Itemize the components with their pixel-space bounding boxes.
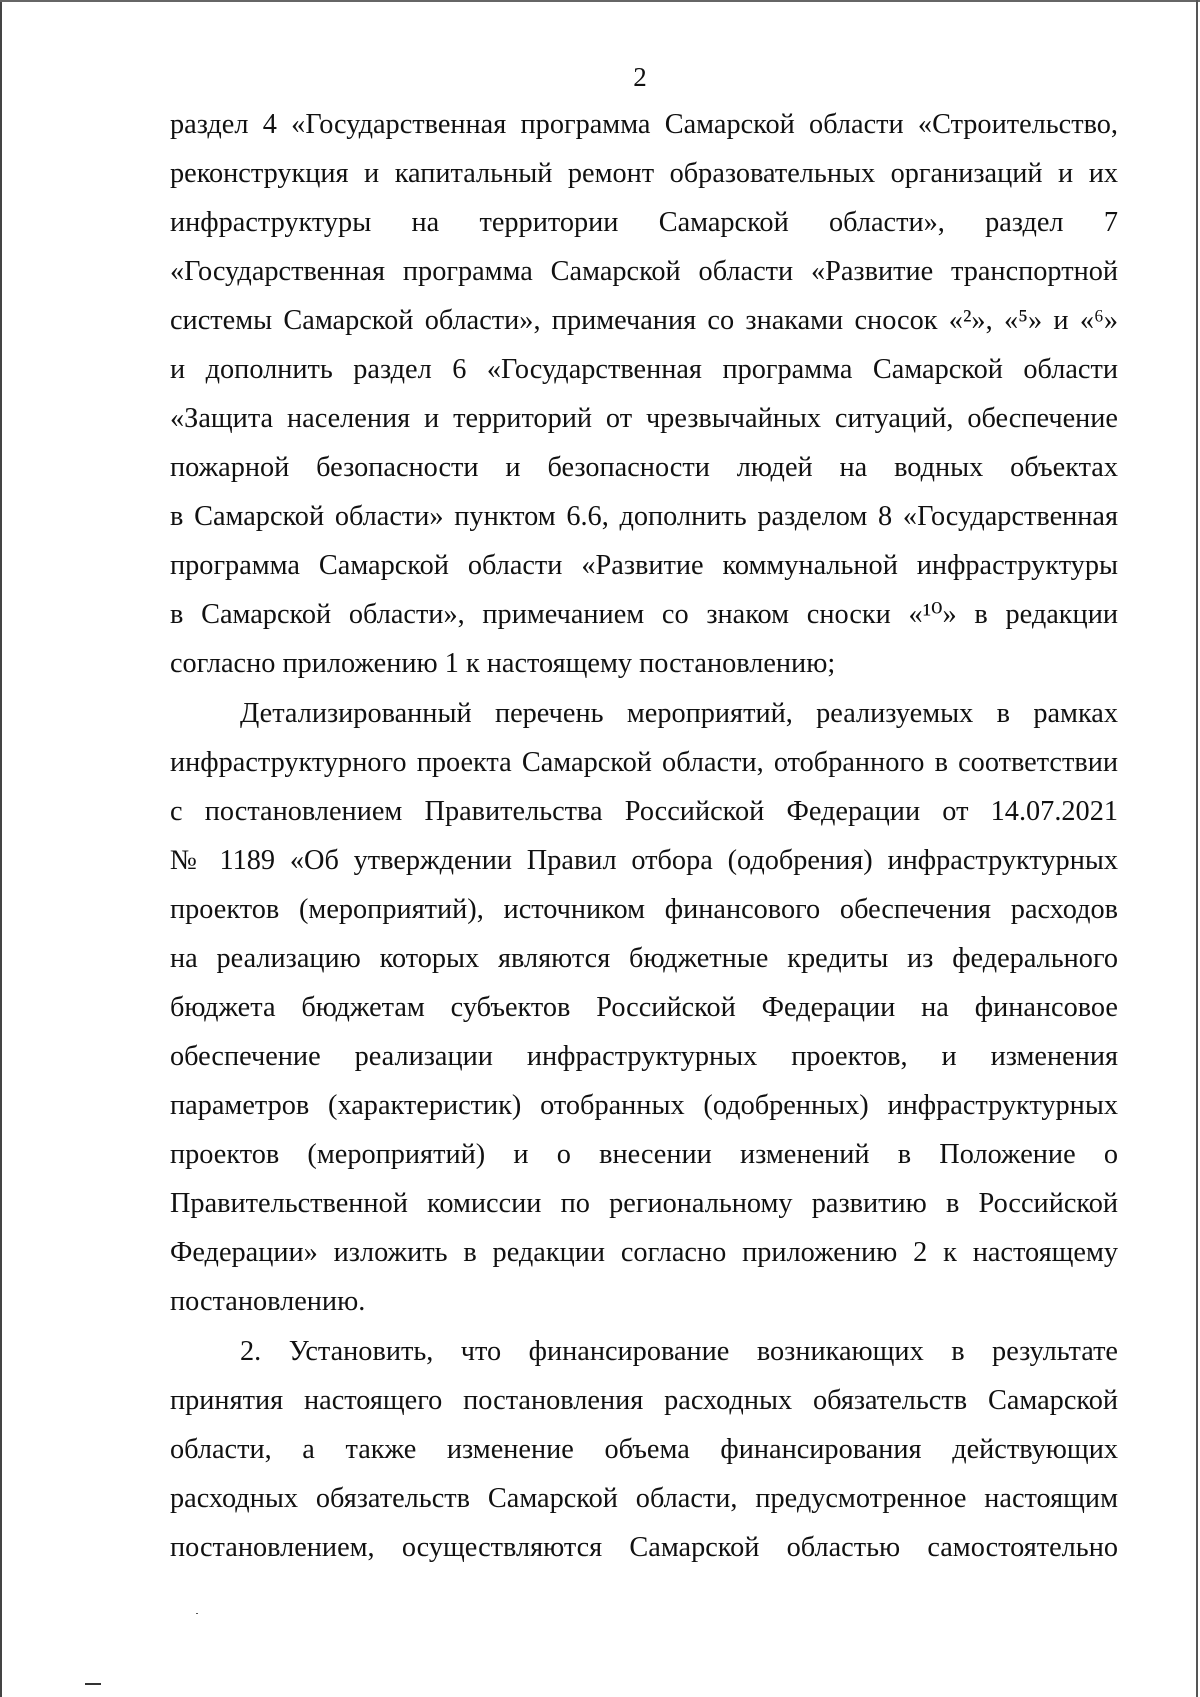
paragraph-3-line: постановлением, осуществляются Самарской областью самостоятельно: [170, 1532, 1118, 1563]
paragraph-1-line: «Государственная программа Самарской области «Развитие транспортной: [170, 256, 1118, 287]
paragraph-1-line: программа Самарской области «Развитие коммунальной инфраструктуры: [170, 550, 1118, 581]
paragraph-2-line: на реализацию которых являются бюджетные кредиты из федерального: [170, 943, 1118, 974]
page-number: 2: [633, 62, 647, 92]
paragraph-2-line: обеспечение реализации инфраструктурных проектов, и изменения: [170, 1041, 1118, 1072]
paragraph-1-line: согласно приложению 1 к настоящему постановлению;: [170, 648, 836, 679]
paragraph-1-line: в Самарской области», примечанием со знаком сноски «¹⁰» в редакции: [170, 599, 1118, 630]
paragraph-2-line: № 1189 «Об утверждении Правил отбора (одобрения) инфраструктурных: [170, 845, 1118, 876]
paragraph-2-line: проектов (мероприятий) и о внесении изменений в Положение о: [170, 1139, 1118, 1170]
paragraph-2-line: бюджета бюджетам субъектов Российской Федерации на финансовое: [170, 992, 1118, 1023]
paragraph-1-line: пожарной безопасности и безопасности людей на водных объектах: [170, 452, 1118, 483]
page-border-left: [0, 0, 2, 1697]
paragraph-1-line: системы Самарской области», примечания со знаками сносок «²», «⁵» и «⁶»: [170, 305, 1118, 336]
paragraph-1-line: инфраструктуры на территории Самарской области», раздел 7: [170, 207, 1118, 238]
paragraph-2-line: с постановлением Правительства Российской Федерации от 14.07.2021: [170, 796, 1118, 827]
paragraph-1-line: в Самарской области» пунктом 6.6, дополнить разделом 8 «Государственная: [170, 501, 1118, 532]
paragraph-3-line: 2. Установить, что финансирование возникающих в результате: [240, 1336, 1118, 1367]
paragraph-2-line: инфраструктурного проекта Самарской области, отобранного в соответствии: [170, 747, 1118, 778]
paragraph-3-line: принятия настоящего постановления расходных обязательств Самарской: [170, 1385, 1118, 1416]
paragraph-2-line: постановлению.: [170, 1286, 366, 1317]
paragraph-2-line: Правительственной комиссии по региональному развитию в Российской: [170, 1188, 1118, 1219]
scan-mark: [85, 1683, 101, 1685]
paragraph-2-line: проектов (мероприятий), источником финансового обеспечения расходов: [170, 894, 1118, 925]
paragraph-1-line: и дополнить раздел 6 «Государственная программа Самарской области: [170, 354, 1118, 385]
paragraph-1-line: реконструкция и капитальный ремонт образовательных организаций и их: [170, 158, 1118, 189]
paragraph-3-line: области, а также изменение объема финансирования действующих: [170, 1434, 1118, 1465]
page-border-top: [0, 0, 1200, 2]
paragraph-1-line: раздел 4 «Государственная программа Самарской области «Строительство,: [170, 109, 1118, 140]
paragraph-2-line: Детализированный перечень мероприятий, реализуемых в рамках: [240, 698, 1118, 729]
scan-speck: [196, 1613, 198, 1614]
paragraph-3-line: расходных обязательств Самарской области, предусмотренное настоящим: [170, 1483, 1118, 1514]
paragraph-2-line: Федерации» изложить в редакции согласно приложению 2 к настоящему: [170, 1237, 1118, 1268]
page-border-right: [1196, 0, 1198, 1697]
paragraph-1-line: «Защита населения и территорий от чрезвычайных ситуаций, обеспечение: [170, 403, 1118, 434]
paragraph-2-line: параметров (характеристик) отобранных (одобренных) инфраструктурных: [170, 1090, 1118, 1121]
